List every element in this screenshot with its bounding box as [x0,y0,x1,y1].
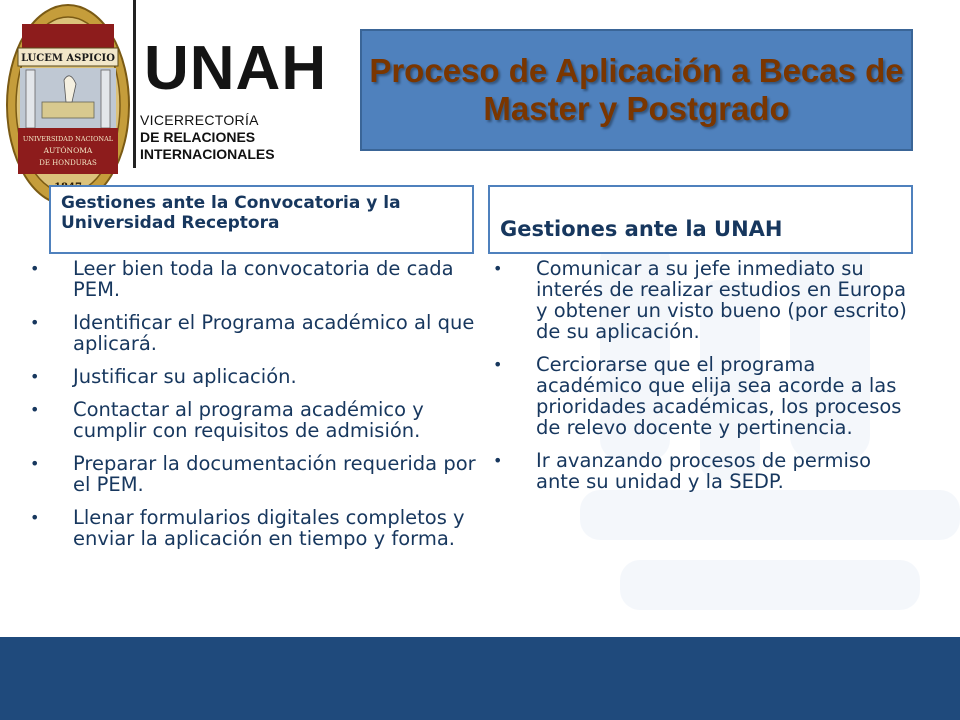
bullet-icon: • [30,508,40,527]
list-item-text: Contactar al programa académico y cumplir con requisitos de admisión. [73,398,424,442]
list-item-text: Llenar formularios digitales completos y enviar la aplicación en tiempo y forma. [73,506,465,550]
list-item-text: Cerciorarse que el programa académico que elija sea acorde a las prioridades académicas, los procesos de relevo docente y pertinencia. [536,353,902,439]
list-item-text: Preparar la documentación requerida por el PEM. [73,452,476,496]
title-box [360,29,913,151]
bullet-icon: • [30,367,40,386]
department-line-1: VICERRECTORÍA [140,112,259,128]
list-item [30,453,480,495]
list-item-text: Justificar su aplicación. [73,365,297,388]
right-column-heading: Gestiones ante la UNAH [488,185,913,254]
right-bullet-list [493,258,913,504]
bullet-icon: • [30,400,40,419]
org-name: UNAH [144,34,328,103]
bullet-icon: • [493,355,503,374]
bullet-icon: • [30,454,40,473]
unah-seal-logo [4,2,132,208]
department-name [140,112,275,163]
logo-divider [133,0,136,168]
list-item [493,258,913,342]
left-column-heading: Gestiones ante la Convocatoria y la Universidad Receptora [49,185,474,254]
list-item [493,354,913,438]
list-item [30,507,480,549]
list-item-text: Identificar el Programa académico al que aplicará. [73,311,475,355]
department-line-2: DE RELACIONES [140,129,256,145]
list-item-text: Leer bien toda la convocatoria de cada PEM. [73,257,454,301]
seal-name-line2: AUTÓNOMA [43,146,93,155]
list-item-text: Comunicar a su jefe inmediato su interés de realizar estudios en Europa y obtener un visto bueno (por escrito) de su aplicación. [536,257,907,343]
bullet-icon: • [493,259,503,278]
list-item [30,312,480,354]
seal-motto: LUCEM ASPICIO [21,53,115,64]
slide-title: Proceso de Aplicación a Becas de Master y Postgrado [369,52,904,127]
list-item [30,258,480,300]
department-line-3: INTERNACIONALES [140,146,275,162]
seal-name-line1: UNIVERSIDAD NACIONAL [22,135,114,143]
bullet-icon: • [30,259,40,278]
bullet-icon: • [493,451,503,470]
bullet-icon: • [30,313,40,332]
list-item [493,450,913,492]
list-item [30,366,480,387]
list-item-text: Ir avanzando procesos de permiso ante su unidad y la SEDP. [536,449,872,493]
footer-band [0,637,960,720]
left-bullet-list [30,258,480,561]
list-item [30,399,480,441]
seal-name-line3: DE HONDURAS [39,159,97,167]
